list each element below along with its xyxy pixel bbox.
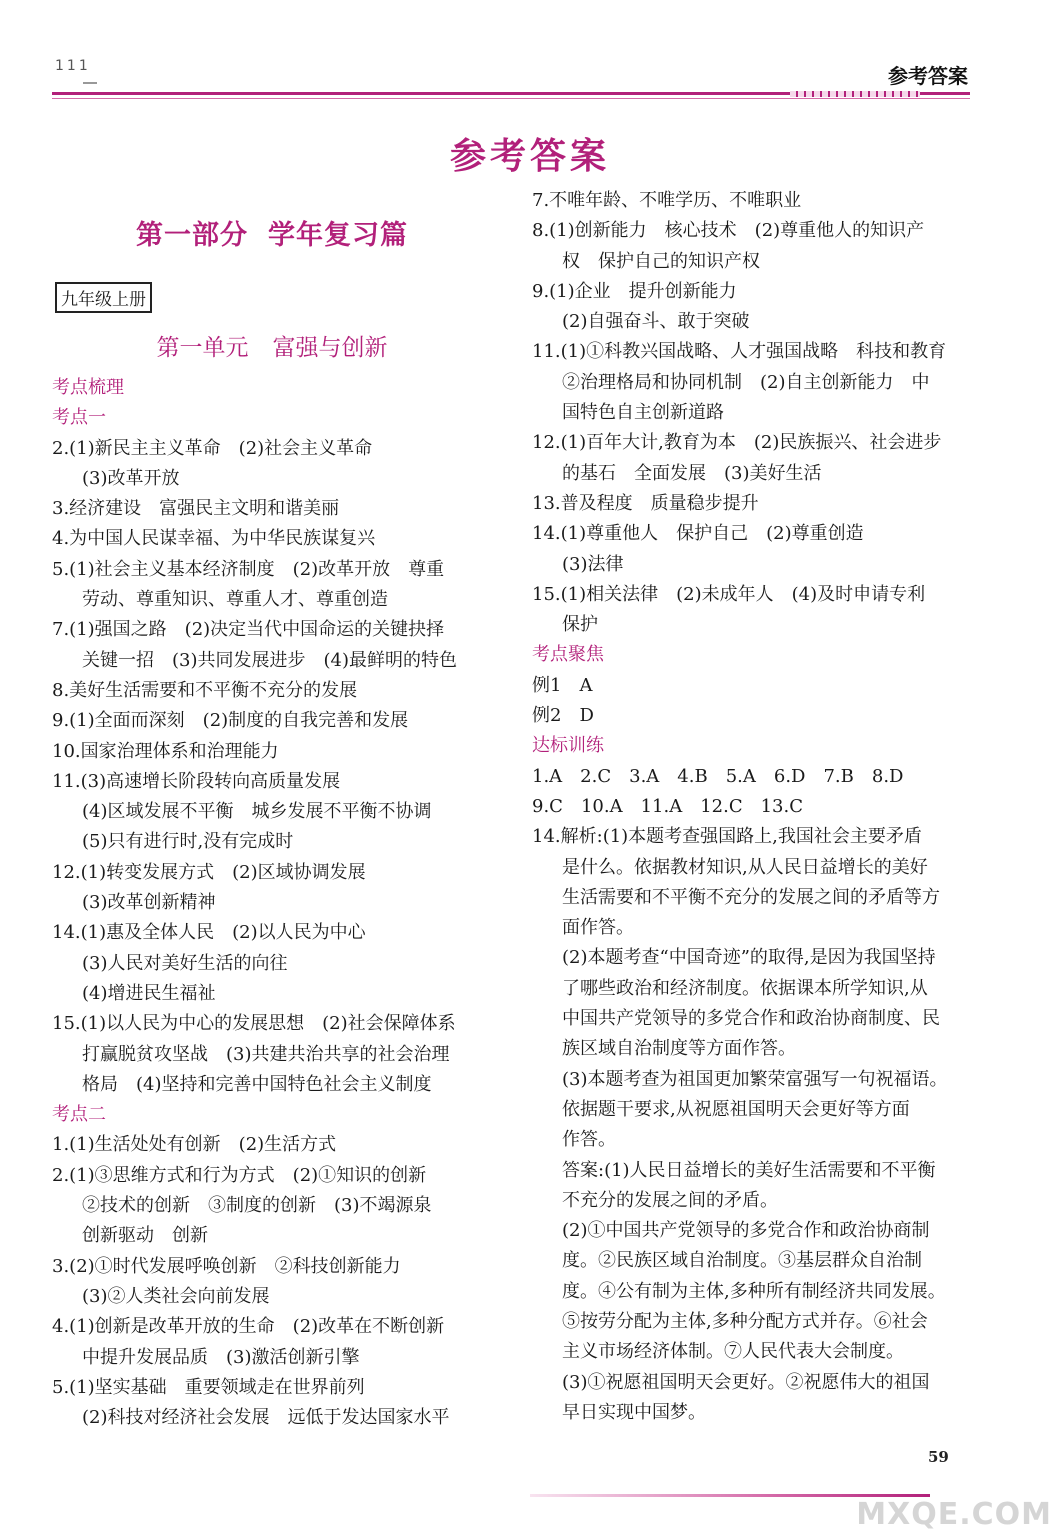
answer-line: 14.解析:(1)本题考查强国路上,我国社会主要矛盾 [532,826,922,848]
answer-line: 答案:(1)人民日益增长的美好生活需要和不平衡 [562,1159,936,1181]
part-title-number: 第一部分 [136,220,248,251]
answer-line: 的基石 全面发展 (3)美好生活 [562,462,822,484]
answer-line: 依据题干要求,从祝愿祖国明天会更好等方面 [562,1098,910,1120]
answer-line: 9.C 10.A 11.A 12.C 13.C [532,795,803,817]
answer-line: 7.(1)强国之路 (2)决定当代中国命运的关键抉择 [52,619,445,641]
answer-line: (4)区域发展不平衡 城乡发展不平衡不协调 [82,801,432,823]
answer-line: 8.(1)创新能力 核心技术 (2)尊重他人的知识产 [532,220,925,242]
answer-line: 3.经济建设 富强民主文明和谐美丽 [52,498,340,520]
answer-line: ②治理格局和协同机制 (2)自主创新能力 中 [562,371,930,393]
answer-line: 15.(1)以人民为中心的发展思想 (2)社会保障体系 [52,1013,456,1035]
part-title [52,213,492,252]
answer-line: 打赢脱贫攻坚战 (3)共建共治共享的社会治理 [82,1043,450,1065]
answer-line: 关键一招 (3)共同发展进步 (4)最鲜明的特色 [82,649,457,671]
answer-line: (2)本题考查“中国奇迹”的取得,是因为我国坚持 [562,947,936,969]
answer-line: (4)增进民生福祉 [82,982,216,1004]
answer-line: 保护 [562,614,598,636]
answer-line: 12.(1)转变发展方式 (2)区域协调发展 [52,861,366,883]
answer-line: (3)本题考查为祖国更加繁荣富强写一句祝福语。 [562,1068,948,1090]
answer-line: 8.美好生活需要和不平衡不充分的发展 [52,679,358,701]
header-decoration [83,74,97,84]
answer-line: 1.A 2.C 3.A 4.B 5.A 6.D 7.B 8.D [532,765,904,787]
answer-line: 2.(1)③思维方式和行为方式 (2)①知识的创新 [52,1164,427,1186]
answer-line: 创新驱动 创新 [82,1225,208,1247]
answer-line: 例1 A [532,674,593,696]
answer-line: 劳动、尊重知识、尊重人才、尊重创造 [82,589,388,611]
answer-line: 不充分的发展之间的矛盾。 [562,1189,778,1211]
answer-line: 早日实现中国梦。 [562,1401,706,1423]
answer-line: 10.国家治理体系和治理能力 [52,740,279,762]
answer-line: (2)①中国共产党领导的多党合作和政治协商制 [562,1220,930,1242]
answer-line: (3)人民对美好生活的向往 [82,952,288,974]
answer-line: (3)改革开放 [82,467,180,489]
answer-line: (3)改革创新精神 [82,892,216,914]
answer-line: 4.为中国人民谋幸福、为中华民族谋复兴 [52,528,376,550]
answer-line: 9.(1)企业 提升创新能力 [532,280,737,302]
header-dots-decoration [790,91,920,97]
answer-line: 了哪些政治和经济制度。依据课本所学知识,从 [562,977,928,999]
page-title: 参考答案 [449,136,610,177]
answer-line: 例2 D [532,705,594,727]
answer-line: 11.(1)①科教兴国战略、人才强国战略 科技和教育 [532,341,947,363]
answer-line: 主义市场经济体制。⑦人民代表大会制度。 [562,1341,904,1363]
part-title-name: 学年复习篇 [268,220,408,251]
section-heading: 考点聚焦 [532,644,604,666]
grade-label: 九年级上册 [55,282,152,313]
answer-line: ②技术的创新 ③制度的创新 (3)不竭源泉 [82,1195,432,1217]
left-column [52,373,512,1433]
answer-line: 面作答。 [562,917,634,939]
unit-title-number: 第一单元 [156,335,249,361]
page-number: 59 [928,1448,949,1466]
answer-line: (3)法律 [562,553,624,575]
answer-line: 中国共产党领导的多党合作和政治协商制度、民 [562,1008,940,1030]
section-heading: 达标训练 [532,735,604,757]
answer-line: (5)只有进行时,没有完成时 [82,831,294,853]
answer-line: 权 保护自己的知识产权 [562,250,760,272]
answer-line: 国特色自主创新道路 [562,402,724,424]
header-title: 参考答案 [888,64,968,88]
answer-line: 13.普及程度 质量稳步提升 [532,492,759,514]
answer-line: 11.(3)高速增长阶段转向高质量发展 [52,770,341,792]
answer-line: (2)自强奋斗、敢于突破 [562,311,750,333]
unit-title [52,329,492,362]
unit-title-name: 富强与创新 [272,335,388,361]
answer-line: ⑤按劳分配为主体,多种分配方式并存。⑥社会 [562,1310,928,1332]
answer-line: 9.(1)全面而深刻 (2)制度的自我完善和发展 [52,710,409,732]
right-column [532,186,992,1428]
answer-line: 是什么。依据教材知识,从人民日益增长的美好 [562,856,928,878]
answer-line: 度。④公有制为主体,多种所有制经济共同发展。 [562,1280,946,1302]
answer-line: 5.(1)社会主义基本经济制度 (2)改革开放 尊重 [52,558,445,580]
answer-line: 7.不唯年龄、不唯学历、不唯职业 [532,190,802,211]
section-heading: 考点二 [52,1104,106,1126]
answer-line: 2.(1)新民主主义革命 (2)社会主义革命 [52,437,373,459]
answer-line: (3)②人类社会向前发展 [82,1285,270,1307]
section-heading: 考点一 [52,407,106,429]
section-heading: 考点梳理 [52,377,124,398]
answer-line: (2)科技对经济社会发展 远低于发达国家水平 [82,1407,450,1429]
answer-line: 作答。 [562,1129,616,1151]
answer-line: 14.(1)尊重他人 保护自己 (2)尊重创造 [532,523,864,545]
answer-line: 中提升发展品质 (3)激活创新引擎 [82,1346,360,1368]
answer-line: (3)①祝愿祖国明天会更好。②祝愿伟大的祖国 [562,1371,930,1393]
answer-line: 格局 (4)坚持和完善中国特色社会主义制度 [82,1073,432,1095]
answer-line: 5.(1)坚实基础 重要领域走在世界前列 [52,1376,365,1398]
answer-line: 生活需要和不平衡不充分的发展之间的矛盾等方 [562,886,940,908]
answer-line: 4.(1)创新是改革开放的生命 (2)改革在不断创新 [52,1316,445,1338]
answer-line: 14.(1)惠及全体人民 (2)以人民为中心 [52,922,366,944]
answer-line: 度。②民族区域自治制度。③基层群众自治制 [562,1250,922,1272]
watermark-logo [856,1440,1058,1536]
header-rule-thin [52,98,970,99]
header-marks: 111 [55,58,91,74]
answer-line: 族区域自治制度等方面作答。 [562,1038,796,1060]
answer-line: 3.(2)①时代发展呼唤创新 ②科技创新能力 [52,1255,401,1277]
watermark-text: MXQE.COM [856,1497,1052,1532]
answer-line: 15.(1)相关法律 (2)未成年人 (4)及时申请专利 [532,583,926,605]
answer-line: 12.(1)百年大计,教育为本 (2)民族振兴、社会进步 [532,432,942,454]
answer-line: 1.(1)生活处处有创新 (2)生活方式 [52,1134,337,1156]
